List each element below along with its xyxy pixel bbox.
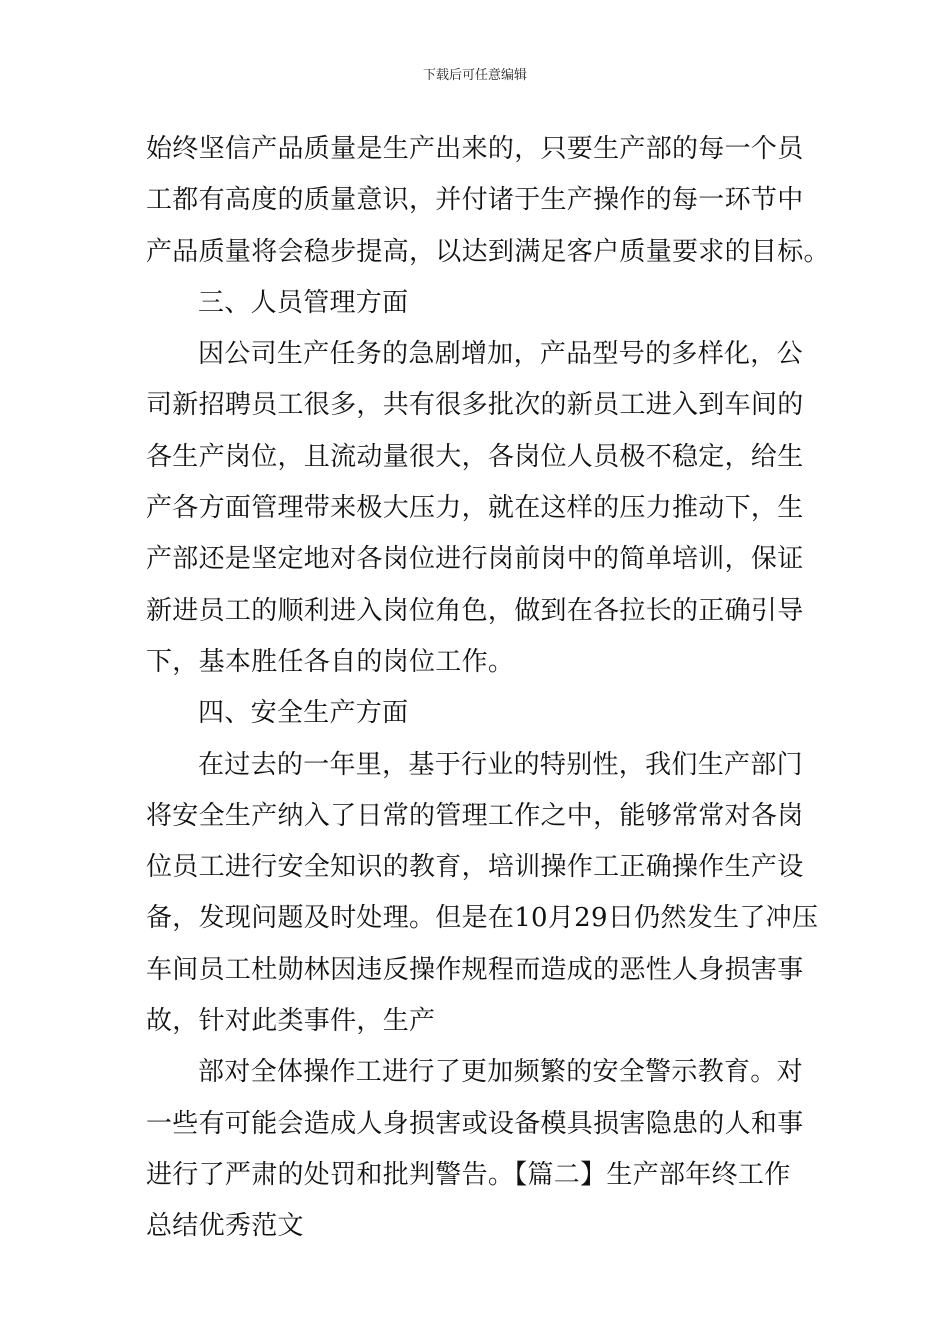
text-line: 始终坚信产品质量是生产出来的，只要生产部的每一个员: [146, 134, 804, 164]
text-line: 位员工进行安全知识的教育，培训操作工正确操作生产设: [146, 852, 804, 883]
text-line: 故，针对此类事件，生产: [146, 1006, 436, 1037]
paragraph-start: 因公司生产任务的急剧增加，产品型号的多样化，公: [198, 339, 803, 370]
document-body: [146, 124, 830, 1253]
text-line: 产部还是坚定地对各岗位进行岗前岗中的简单培训，保证: [146, 544, 804, 575]
text-line: 进行了严肃的处罚和批判警告。【篇二】生产部年终工作: [146, 1159, 791, 1190]
text-line: 工都有高度的质量意识，并付诸于生产操作的每一环节中: [146, 185, 804, 216]
text-line: 下，基本胜任各自的岗位工作。: [146, 646, 515, 677]
text-line: 产品质量将会稳步提高，以达到满足客户质量要求的目标。: [146, 236, 830, 267]
text-line: 将安全生产纳入了日常的管理工作之中，能够常常对各岗: [146, 800, 804, 831]
text-line: 各生产岗位，且流动量很大，各岗位人员极不稳定，给生: [146, 441, 804, 472]
text-line: 车间员工杜勋林因违反操作规程而造成的恶性人身损害事: [146, 954, 804, 985]
text-line: 产各方面管理带来极大压力，就在这样的压力推动下，生: [146, 493, 804, 524]
page-header-note: 下载后可任意编辑: [422, 68, 527, 83]
text-line: 一些有可能会造成人身损害或设备模具损害隐患的人和事: [146, 1108, 804, 1139]
section-heading-safety: 四、安全生产方面: [198, 698, 409, 729]
text-line: 新进员工的顺利进入岗位角色，做到在各拉长的正确引导: [146, 595, 804, 626]
paragraph-start: 部对全体操作工进行了更加频繁的安全警示教育。对: [198, 1057, 803, 1088]
text-line: 司新招聘员工很多，共有很多批次的新员工进入到车间的: [146, 390, 804, 421]
text-line: 总结优秀范文: [146, 1211, 304, 1242]
paragraph-start: 在过去的一年里，基于行业的特别性，我们生产部门: [198, 749, 803, 780]
text-line: 备，发现问题及时处理。但是在10月29日仍然发生了冲压: [146, 903, 819, 934]
section-heading-personnel: 三、人员管理方面: [198, 287, 409, 318]
